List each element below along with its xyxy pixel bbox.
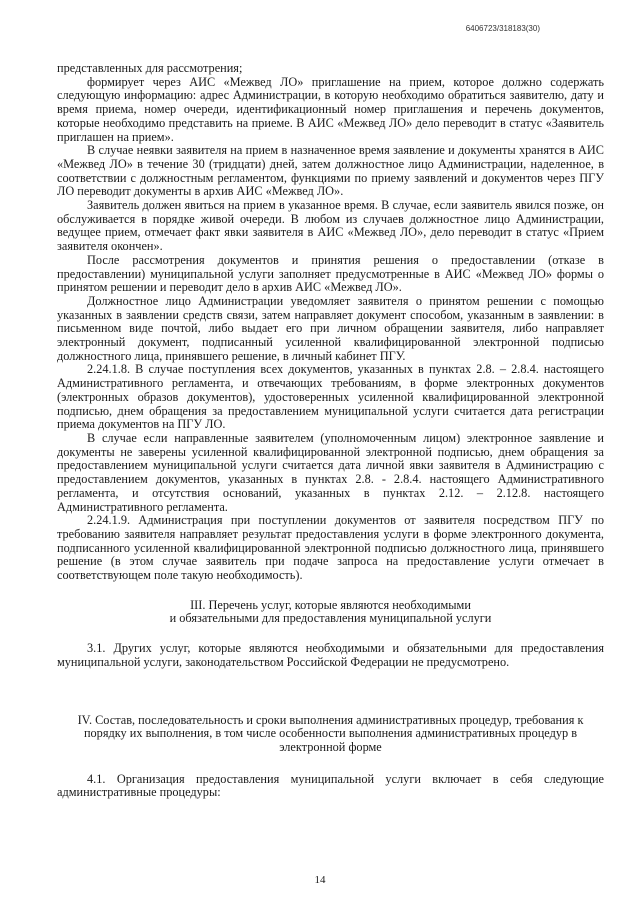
section-3-heading-line-1: III. Перечень услуг, которые являются необходимыми xyxy=(190,597,471,612)
paragraph: Должностное лицо Администрации уведомляет заявителя о принятом решении с помощью указанных в заявлении средств связи, затем направляет документ способом, указанным в заявлении: в письменном виде почтой, либо выдает его при личном обращении заявителя, либо направляет электронный документ, подписанный усиленной квалифицированной электронной подписью должностного лица, принявшего решение, в личный кабинет ПГУ. xyxy=(57,293,604,363)
paragraph: После рассмотрения документов и принятия решения о предоставлении (отказе в предоставлении) муниципальной услуги заполняет предусмотренные в АИС «Межвед ЛО» формы о принятом решении и переводит дело в архив АИС «Межвед ЛО». xyxy=(57,252,604,295)
paragraph: Заявитель должен явиться на прием в указанное время. В случае, если заявитель явился позже, он обслуживается в порядке живой очереди. В любом из случаев должностное лицо Администрации, ведущее прием, отмечает факт явки заявителя в АИС «Межвед ЛО», дело переводит в статус «Прием заявителя окончен». xyxy=(57,198,604,254)
paragraph: В случае если направленные заявителем (уполномоченным лицом) электронное заявление и документы не заверены усиленной квалифицированной электронной подписью, днем обращения за предоставлением муниципальной услуги считается дата личной явки заявителя в Администрацию с предоставлением документов, указанных в пунктах 2.8. - 2.8.4. настоящего Административного регламента, и отсутствия оснований, указанных в пунктах 2.12. – 2.12.8. настоящего Административного регламента. xyxy=(57,430,604,514)
paragraph: представленных для рассмотрения; xyxy=(57,61,243,75)
paragraph: 2.24.1.8. В случае поступления всех документов, указанных в пунктах 2.8. – 2.8.4. настоящего Административного регламента, и отвечающих требованиям, в форме электронных документов (электронных образов документов), удостоверенных усиленной квалифицированной электронной подписью, днем обращения за предоставлением муниципальной услуги считается дата регистрации приема документов на ПГУ ЛО. xyxy=(57,362,604,432)
section-4-paragraph: 4.1. Организация предоставления муниципальной услуги включает в себя следующие административные процедуры: xyxy=(57,771,604,800)
document-body xyxy=(57,62,604,800)
paragraph: 2.24.1.9. Администрация при поступлении документов от заявителя посредством ПГУ по требованию заявителя направляет результат предоставления услуги в форме электронного документа, подписанного усиленной квалифицированной электронной подписью должностного лица, принявшего решение (в этом случае заявитель при подаче запроса на предоставление услуги отмечает в соответствующем поле такую необходимость). xyxy=(57,513,604,583)
page-number: 14 xyxy=(314,874,326,886)
paragraph: формирует через АИС «Межвед ЛО» приглашение на прием, которое должно содержать следующую информацию: адрес Администрации, в которую необходимо обратиться заявителю, дату и время приема, номер очереди, идентификационный номер приглашения и перечень документов, которые необходимо представить на приеме. В АИС «Межвед ЛО» дело переводит в статус «Заявитель приглашен на прием». xyxy=(57,74,604,144)
document-id: 6406723/318183(30) xyxy=(465,24,540,33)
section-3-paragraph: 3.1. Других услуг, которые являются необходимыми и обязательными для предоставления муниципальной услуги, законодательством Российской Федерации не предусмотрено. xyxy=(57,641,604,669)
section-4-heading: IV. Состав, последовательность и сроки выполнения административных процедур, требования к порядку их выполнения, в том числе особенности выполнения административных процедур в электронной форме xyxy=(77,712,584,754)
paragraph: В случае неявки заявителя на прием в назначенное время заявление и документы хранятся в АИС «Межвед ЛО» в течение 30 (тридцати) дней, затем должностное лицо Администрации, наделенное, в соответствии с должностным регламентом, функциями по приему заявлений и документов через ПГУ ЛО переводит документы в архив АИС «Межвед ЛО». xyxy=(57,143,604,199)
section-3-heading-line-2: и обязательными для предоставления муниципальной услуги xyxy=(169,611,492,626)
